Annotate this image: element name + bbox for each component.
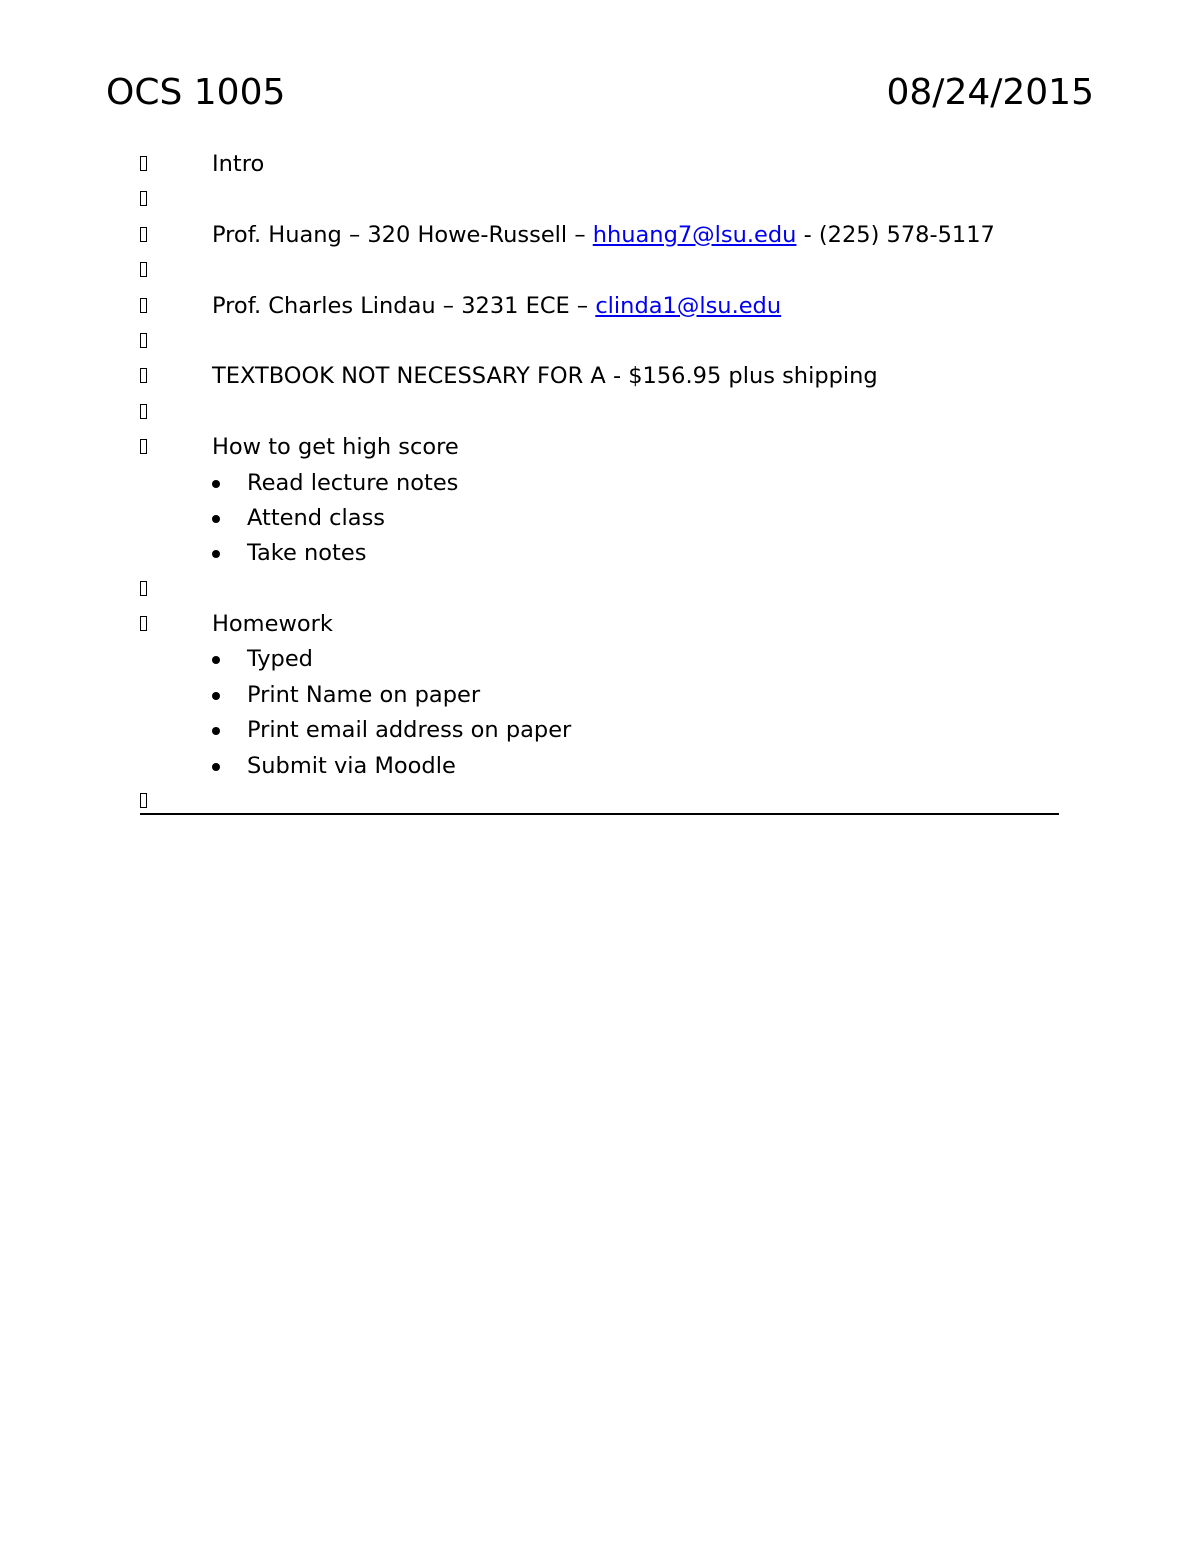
missing-glyph-icon (140, 581, 147, 596)
list-item-text: Submit via Moodle (247, 752, 456, 779)
missing-glyph-icon (140, 156, 147, 171)
page-header (106, 70, 1094, 120)
note-row-high-score (140, 430, 1060, 465)
missing-glyph-icon (140, 333, 147, 348)
missing-glyph-icon (140, 404, 147, 419)
homework-heading: Homework (212, 611, 333, 638)
lecture-notes (140, 147, 1060, 819)
note-row-intro (140, 147, 1060, 182)
missing-glyph-icon (140, 616, 147, 631)
bullet-icon (212, 550, 220, 558)
missing-glyph-icon (140, 793, 147, 808)
section-divider (140, 813, 1059, 815)
high-score-heading: How to get high score (212, 434, 459, 461)
list-item-text: Take notes (247, 540, 367, 567)
note-row-empty (140, 182, 1060, 217)
list-item (140, 501, 1060, 536)
bullet-icon (212, 727, 220, 735)
lecture-date: 08/24/2015 (886, 72, 1094, 113)
missing-glyph-icon (140, 191, 147, 206)
missing-glyph-icon (140, 368, 147, 383)
list-item (140, 642, 1060, 677)
missing-glyph-icon (140, 439, 147, 454)
missing-glyph-icon (140, 298, 147, 313)
list-item-text: Typed (247, 646, 313, 673)
list-item (140, 713, 1060, 748)
bullet-icon (212, 480, 220, 488)
bullet-icon (212, 515, 220, 523)
list-item-text: Read lecture notes (247, 469, 459, 496)
list-item (140, 678, 1060, 713)
bullet-icon (212, 692, 220, 700)
prof-lindau-details: Prof. Charles Lindau – 3231 ECE – (212, 292, 596, 319)
bullet-icon (212, 763, 220, 771)
list-item-text: Attend class (247, 504, 386, 531)
prof-huang-phone: - (225) 578-5117 (796, 221, 995, 248)
prof-lindau-info (212, 289, 781, 324)
note-row-prof-huang (140, 218, 1060, 253)
textbook-text: TEXTBOOK NOT NECESSARY FOR A - $156.95 plus shipping (212, 363, 878, 390)
list-item (140, 536, 1060, 571)
prof-lindau-email-link[interactable]: clinda1@lsu.edu (595, 292, 782, 319)
note-row-homework (140, 607, 1060, 642)
note-row-empty (140, 324, 1060, 359)
list-item-text: Print Name on paper (247, 681, 481, 708)
note-row-prof-lindau (140, 289, 1060, 324)
prof-huang-email-link[interactable]: hhuang7@lsu.edu (592, 221, 797, 248)
list-item (140, 749, 1060, 784)
list-item (140, 466, 1060, 501)
bullet-icon (212, 656, 220, 664)
missing-glyph-icon (140, 262, 147, 277)
course-code: OCS 1005 (106, 72, 286, 113)
list-item-text: Print email address on paper (247, 717, 572, 744)
prof-huang-details: Prof. Huang – 320 Howe-Russell – (212, 221, 593, 248)
note-row-empty (140, 395, 1060, 430)
note-row-textbook (140, 359, 1060, 394)
note-row-empty (140, 253, 1060, 288)
note-row-empty (140, 572, 1060, 607)
prof-huang-info (212, 218, 995, 253)
intro-text: Intro (212, 151, 265, 177)
missing-glyph-icon (140, 227, 147, 242)
